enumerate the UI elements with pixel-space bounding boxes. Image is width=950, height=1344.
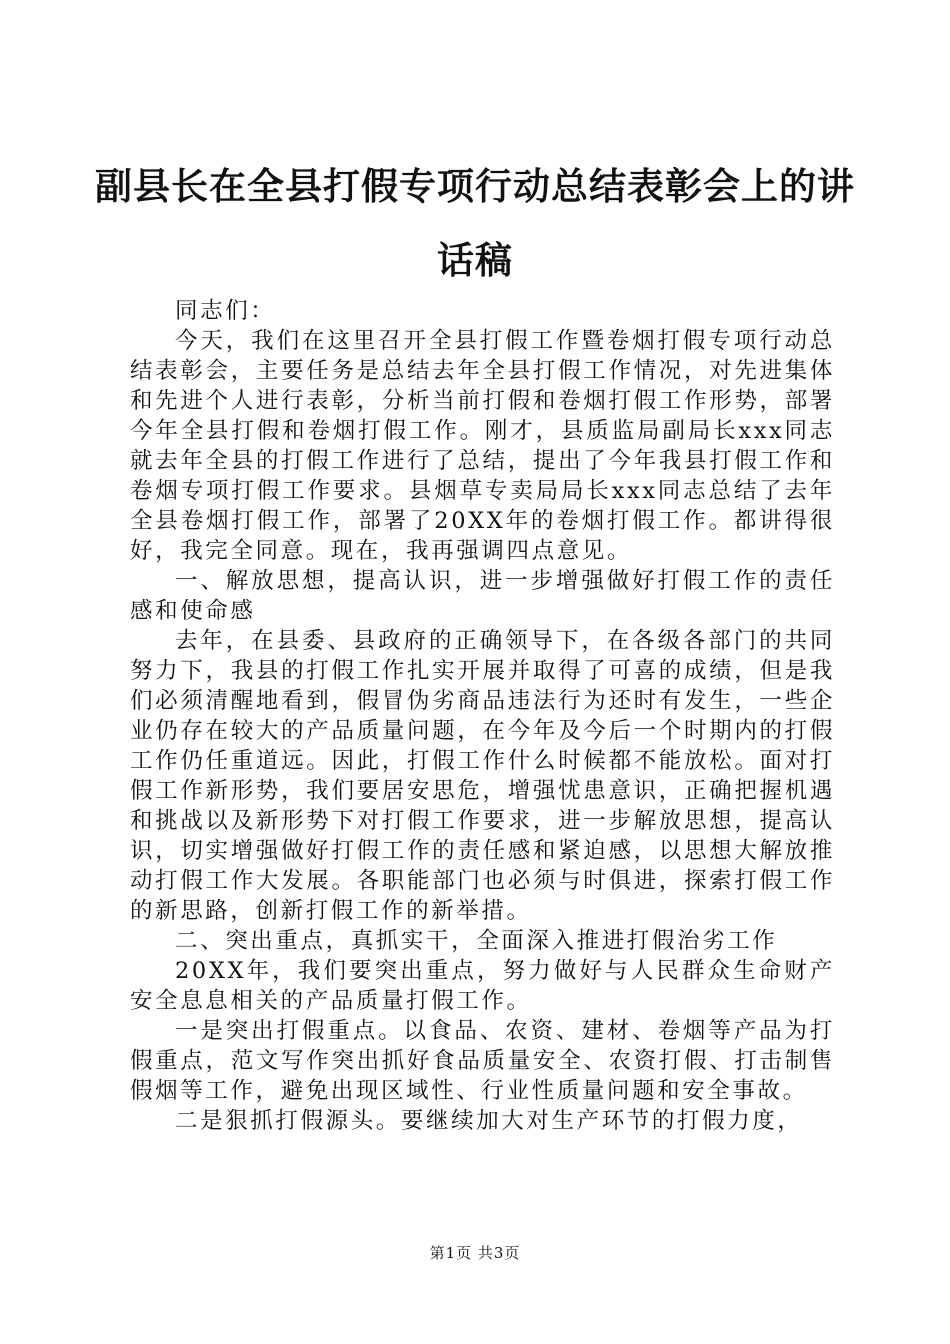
body-paragraph: 一是突出打假重点。以食品、农资、建材、卷烟等产品为打假重点，范文写作突出抓好食品质量安全、农资打假、打击制售假烟等工作，避免出现区域性、行业性质量问题和安全事故。 xyxy=(130,1018,835,1104)
document-body xyxy=(130,296,835,1136)
intro-paragraph: 今天，我们在这里召开全县打假工作暨卷烟打假专项行动总结表彰会，主要任务是总结去年全县打假工作情况，对先进集体和先进个人进行表彰，分析当前打假和卷烟打假工作形势，部署今年全县打假和卷烟打假工作。刚才，县质监局副局长xxx同志就去年全县的打假工作进行了总结，提出了今年我县打假工作和卷烟专项打假工作要求。县烟草专卖局局长xxx同志总结了去年全县卷烟打假工作，部署了20XX年的卷烟打假工作。都讲得很好，我完全同意。现在，我再强调四点意见。 xyxy=(130,328,835,564)
page-number-footer: 第1页 共3页 xyxy=(429,1244,521,1262)
salutation-paragraph: 同志们： xyxy=(175,298,276,324)
body-paragraph: 二是狠抓打假源头。要继续加大对生产环节的打假力度， xyxy=(175,1108,803,1134)
document-title: 副县长在全县打假专项行动总结表彰会上的讲话稿 xyxy=(95,165,855,282)
body-paragraph: 去年，在县委、县政府的正确领导下，在各级各部门的共同努力下，我县的打假工作扎实开展并取得了可喜的成绩，但是我们必须清醒地看到，假冒伪劣商品违法行为还时有发生，一些企业仍存在较大的产品质量问题，在今年及今后一个时期内的打假工作仍任重道远。因此，打假工作什么时候都不能放松。面对打假工作新形势，我们要居安思危，增强忧患意识，正确把握机遇和挑战以及新形势下对打假工作要求，进一步解放思想，提高认识，切实增强做好打假工作的责任感和紧迫感，以思想大解放推动打假工作大发展。各职能部门也必须与时俱进，探索打假工作的新思路，创新打假工作的新举措。 xyxy=(130,628,835,924)
section-heading-1: 一、解放思想，提高认识，进一步增强做好打假工作的责任感和使命感 xyxy=(130,568,835,624)
section-heading-2: 二、突出重点，真抓实干，全面深入推进打假治劣工作 xyxy=(175,928,778,954)
body-paragraph: 20XX年，我们要突出重点，努力做好与人民群众生命财产安全息息相关的产品质量打假工作。 xyxy=(130,958,835,1014)
